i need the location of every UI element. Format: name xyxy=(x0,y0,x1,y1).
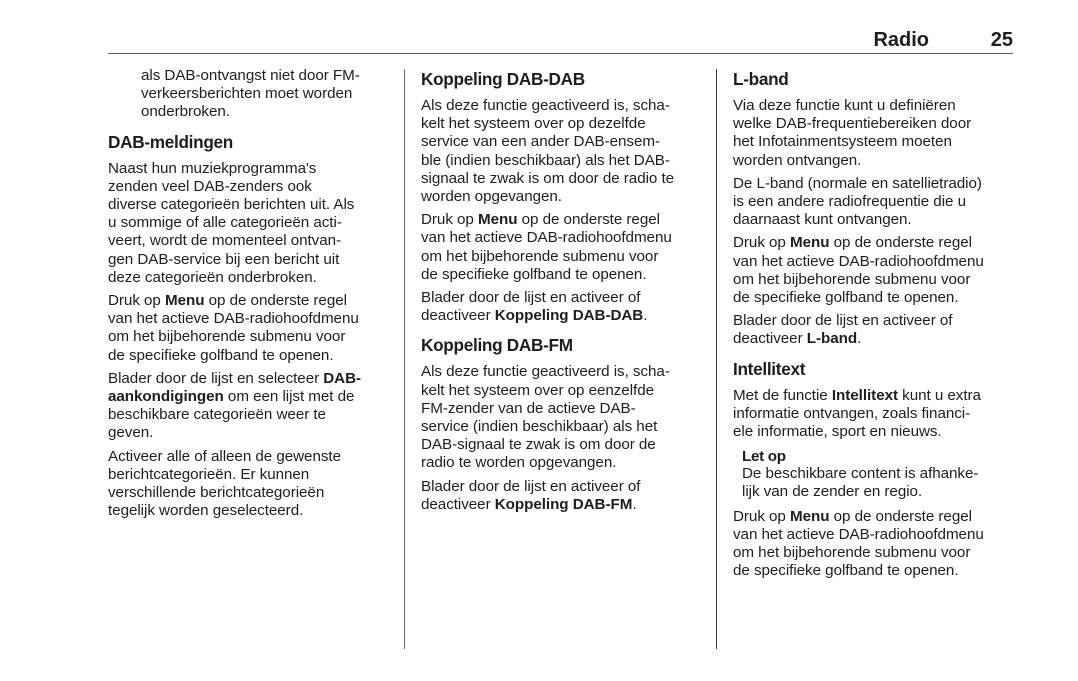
text-line: veert, wordt de momenteel ontvan- xyxy=(108,232,342,250)
text-line: Naast hun muziekprogramma's xyxy=(108,159,317,177)
text-line: de specifieke golfband te openen. xyxy=(421,265,647,283)
text-line: worden ontvangen. xyxy=(733,151,862,169)
paragraph xyxy=(108,370,393,443)
page-number: 25 xyxy=(990,29,1013,51)
text-line xyxy=(733,330,1018,348)
text-run: . xyxy=(857,330,862,348)
text-line: van het actieve DAB-radiohoofdmenu xyxy=(733,252,984,270)
text-line: DAB-signaal te zwak is om door de xyxy=(421,436,656,454)
text-line: tegelijk worden geselecteerd. xyxy=(108,502,304,520)
text-line: van het actieve DAB-radiohoofdmenu xyxy=(108,310,359,328)
text-line: Activeer alle of alleen de gewenste xyxy=(108,447,341,465)
note-box xyxy=(733,448,1018,501)
paragraph xyxy=(421,363,706,472)
text-run: Met de functie xyxy=(733,386,832,404)
text-line xyxy=(108,370,393,388)
paragraph xyxy=(421,211,706,284)
text-line xyxy=(108,292,393,310)
text-line: de specifieke golfband te openen. xyxy=(733,562,959,580)
paragraph xyxy=(108,67,393,122)
text-line: om het bijbehorende submenu voor xyxy=(108,328,346,346)
page-header xyxy=(108,27,1013,54)
text-run: deactiveer xyxy=(733,330,807,348)
text-line: Blader door de lijst en activeer of xyxy=(421,289,641,307)
text-run: op de onderste regel xyxy=(829,234,972,252)
text-run: om een lijst met de xyxy=(223,388,355,406)
text-line: kelt het systeem over op dezelfde xyxy=(421,115,646,133)
emphasis-term: DAB- xyxy=(323,369,362,387)
text-run: deactiveer xyxy=(421,307,495,325)
text-line: Als deze functie geactiveerd is, scha- xyxy=(421,363,670,381)
text-line: lijk van de zender en regio. xyxy=(742,483,923,501)
text-line xyxy=(108,388,393,406)
text-line: gen DAB-service bij een bericht uit xyxy=(108,250,340,268)
emphasis-term: aankondigingen xyxy=(108,388,224,406)
text-line: service (indien beschikbaar) als het xyxy=(421,418,658,436)
emphasis-term: Menu xyxy=(790,507,830,525)
emphasis-term: L-band xyxy=(806,330,858,348)
text-run: op de onderste regel xyxy=(517,211,660,229)
paragraph xyxy=(108,160,393,287)
text-line: van het actieve DAB-radiohoofdmenu xyxy=(733,525,984,543)
column-divider-2 xyxy=(716,69,717,649)
text-run: op de onderste regel xyxy=(204,292,347,310)
text-line: zenden veel DAB-zenders ook xyxy=(108,177,312,195)
text-line: informatie ontvangen, zoals financi- xyxy=(733,404,971,422)
text-run: op de onderste regel xyxy=(829,507,972,525)
text-line: het Infotainmentsysteem moeten xyxy=(733,133,952,151)
text-line: is een andere radiofrequentie die u xyxy=(733,193,966,211)
section-heading: Intellitext xyxy=(733,358,806,379)
emphasis-term: Menu xyxy=(790,234,830,252)
paragraph xyxy=(733,234,1018,307)
text-line: De beschikbare content is afhanke- xyxy=(742,465,979,483)
text-line: Blader door de lijst en activeer of xyxy=(421,477,641,495)
emphasis-term: Intellitext xyxy=(831,386,898,404)
text-run: . xyxy=(632,495,637,513)
section-title: Radio xyxy=(873,29,929,51)
paragraph xyxy=(733,508,1018,581)
text-line xyxy=(733,234,1018,252)
column-2 xyxy=(421,67,706,519)
text-line: Als deze functie geactiveerd is, scha- xyxy=(421,97,670,114)
emphasis-term: Koppeling DAB-DAB xyxy=(494,307,644,325)
text-line: kelt het systeem over op eenzelfde xyxy=(421,381,654,399)
text-line: welke DAB-frequentiebereiken door xyxy=(733,115,972,133)
column-3 xyxy=(733,67,1018,585)
text-line: als DAB-ontvangst niet door FM- xyxy=(141,67,360,84)
text-run: Druk op xyxy=(733,507,790,525)
text-run: . xyxy=(643,307,648,325)
text-run: deactiveer xyxy=(421,495,495,513)
emphasis-term: Menu xyxy=(478,211,518,229)
text-line: ele informatie, sport en nieuws. xyxy=(733,423,942,441)
paragraph xyxy=(733,387,1018,442)
text-run: kunt u extra xyxy=(898,386,981,404)
text-line: worden opgevangen. xyxy=(421,188,562,206)
text-line: om het bijbehorende submenu voor xyxy=(733,544,971,562)
text-line: FM-zender van de actieve DAB- xyxy=(421,399,636,417)
paragraph xyxy=(733,312,1018,348)
text-line xyxy=(421,211,706,229)
text-line: Blader door de lijst en activeer of xyxy=(733,312,953,330)
section-heading: Koppeling DAB-FM xyxy=(421,335,573,356)
text-run: Druk op xyxy=(421,211,478,229)
text-line: deze categorieën onderbroken. xyxy=(108,268,317,286)
text-line: om het bijbehorende submenu voor xyxy=(421,247,659,265)
section-heading: DAB-meldingen xyxy=(108,131,234,152)
text-line xyxy=(421,496,706,514)
text-line: service van een ander DAB-ensem- xyxy=(421,133,660,151)
paragraph xyxy=(421,289,706,325)
text-line xyxy=(733,387,1018,405)
paragraph xyxy=(421,97,706,206)
paragraph xyxy=(733,97,1018,170)
paragraph xyxy=(733,175,1018,230)
text-line: om het bijbehorende submenu voor xyxy=(733,270,971,288)
paragraph xyxy=(108,292,393,365)
text-line: radio te worden opgevangen. xyxy=(421,454,617,472)
text-run: Druk op xyxy=(733,234,790,252)
text-line: de specifieke golfband te openen. xyxy=(108,346,334,364)
text-line: de specifieke golfband te openen. xyxy=(733,289,959,307)
text-line: geven. xyxy=(108,424,154,442)
text-line: beschikbare categorieën weer te xyxy=(108,406,326,424)
text-line: signaal te zwak is om door de radio te xyxy=(421,169,675,187)
text-line: berichtcategorieën. Er kunnen xyxy=(108,465,310,483)
text-line: diverse categorieën berichten uit. Als xyxy=(108,196,355,214)
emphasis-term: Koppeling DAB-FM xyxy=(494,495,633,513)
text-run: Blader door de lijst en selecteer xyxy=(108,369,324,387)
text-line: onderbroken. xyxy=(141,103,230,121)
paragraph xyxy=(421,478,706,514)
text-line: ble (indien beschikbaar) als het DAB- xyxy=(421,151,670,169)
text-line: De L-band (normale en satellietradio) xyxy=(733,174,982,192)
text-line: van het actieve DAB-radiohoofdmenu xyxy=(421,229,672,247)
text-line: daarnaast kunt ontvangen. xyxy=(733,211,912,229)
text-line: u sommige of alle categorieën acti- xyxy=(108,214,342,232)
emphasis-term: Menu xyxy=(165,292,205,310)
text-line: Via deze functie kunt u definiëren xyxy=(733,97,956,114)
section-heading: Koppeling DAB-DAB xyxy=(421,69,585,89)
text-line: verkeersberichten moet worden xyxy=(141,85,353,103)
text-line xyxy=(733,508,1018,526)
section-heading: L-band xyxy=(733,69,789,89)
column-divider-1 xyxy=(404,69,405,649)
note-title: Let op xyxy=(742,448,786,466)
text-run: Druk op xyxy=(108,292,165,310)
column-1 xyxy=(108,67,393,525)
text-line: verschillende berichtcategorieën xyxy=(108,484,325,502)
text-line xyxy=(421,307,706,325)
paragraph xyxy=(108,448,393,521)
